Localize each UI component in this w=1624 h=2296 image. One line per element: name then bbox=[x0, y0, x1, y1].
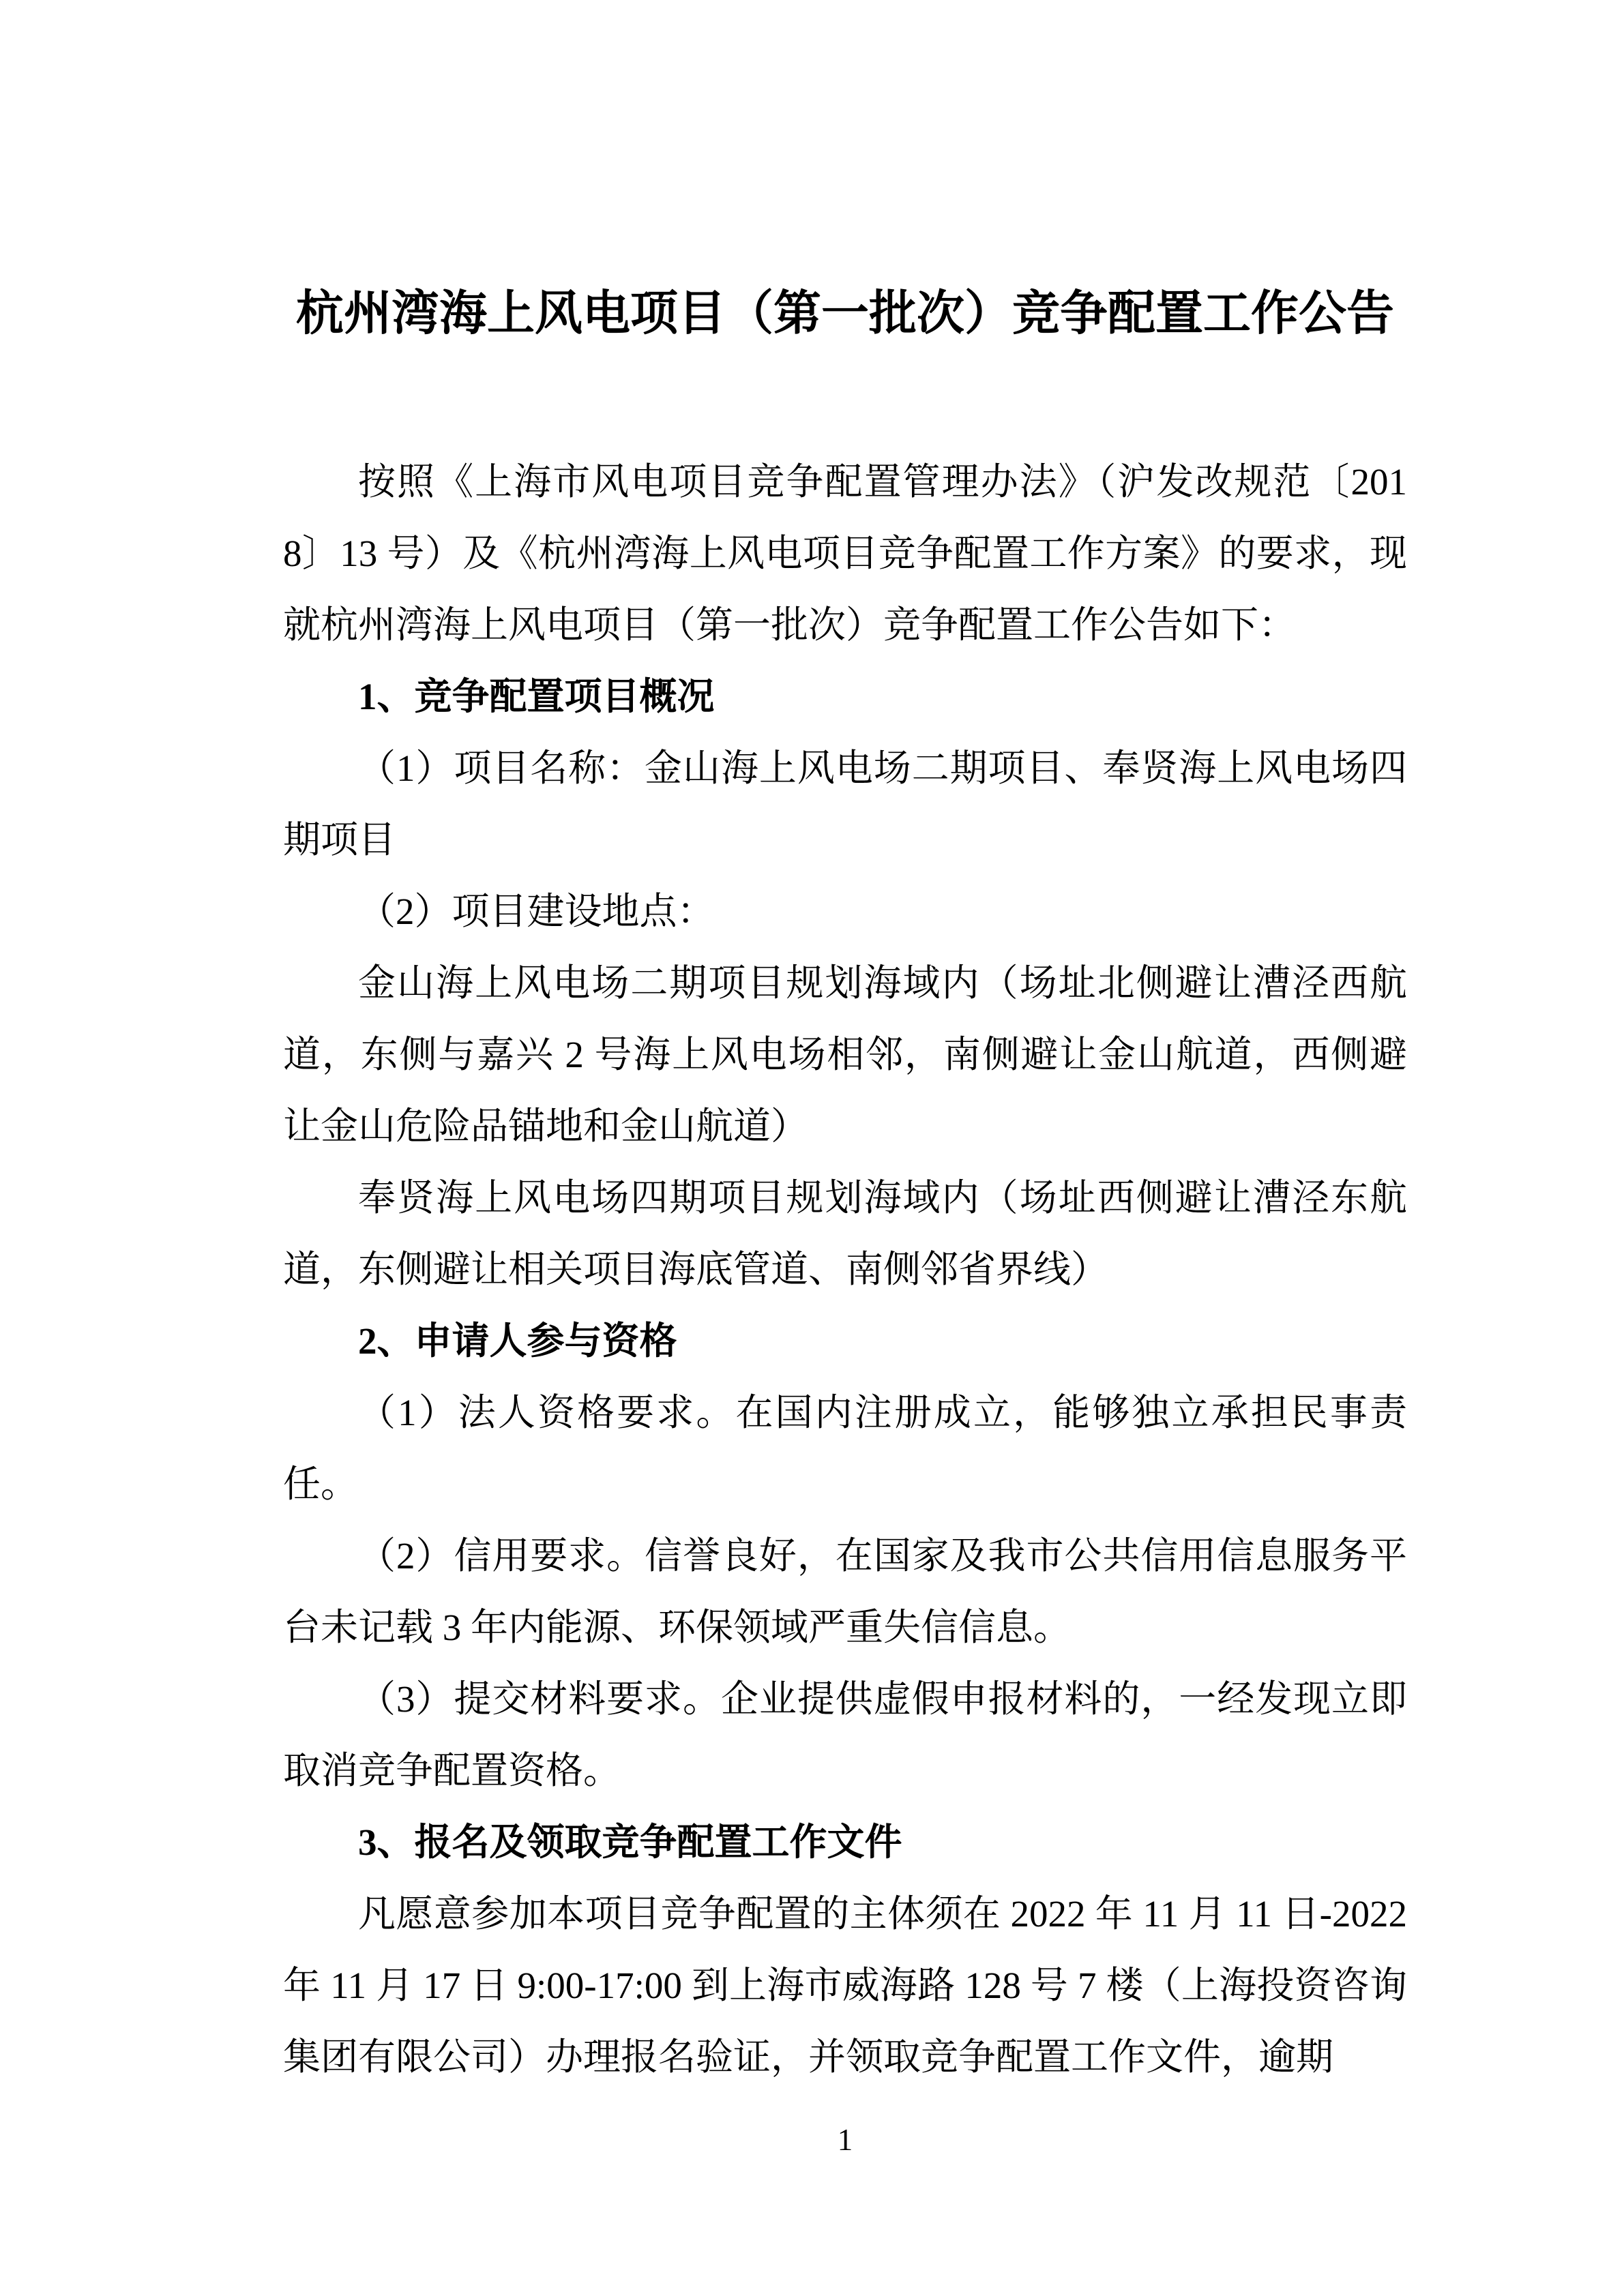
page-number: 1 bbox=[837, 2123, 853, 2157]
paragraph: （3）提交材料要求。企业提供虚假申报材料的，一经发现立即取消竞争配置资格。 bbox=[283, 1678, 1407, 1791]
section-heading: 2、申请人参与资格 bbox=[358, 1320, 677, 1362]
paragraph: （2）信用要求。信誉良好，在国家及我市公共信用信息服务平台未记载 3 年内能源、环保领域严重失信信息。 bbox=[283, 1535, 1407, 1648]
paragraph: （1）法人资格要求。在国内注册成立，能够独立承担民事责任。 bbox=[283, 1392, 1407, 1505]
paragraph: （2）项目建设地点： bbox=[358, 891, 715, 932]
document-title: 杭州湾海上风电项目（第一批次）竞争配置工作公告 bbox=[296, 288, 1394, 340]
section-heading: 3、报名及领取竞争配置工作文件 bbox=[358, 1821, 902, 1863]
paragraph: 凡愿意参加本项目竞争配置的主体须在 2022 年 11 月 11 日-2022 年 11 月 17 日 9:00-17:00 到上海市威海路 128 号 7 楼（上海投资咨询集团有限公司）办理报名验证，并领取竞争配置工作文件，逾期 bbox=[283, 1893, 1408, 2078]
document-body bbox=[283, 446, 1407, 2093]
section-heading: 1、竞争配置项目概况 bbox=[358, 676, 715, 717]
paragraph: 金山海上风电场二期项目规划海域内（场址北侧避让漕泾西航道，东侧与嘉兴 2 号海上风电场相邻，南侧避让金山航道，西侧避让金山危险品锚地和金山航道） bbox=[283, 962, 1407, 1147]
document-content bbox=[283, 286, 1407, 2093]
paragraph: （1）项目名称：金山海上风电场二期项目、奉贤海上风电场四期项目 bbox=[283, 747, 1407, 861]
paragraph: 按照《上海市风电项目竞争配置管理办法》（沪发改规范〔2018〕13 号）及《杭州湾海上风电项目竞争配置工作方案》的要求，现就杭州湾海上风电项目（第一批次）竞争配置工作公告如下： bbox=[283, 461, 1407, 646]
paragraph: 奉贤海上风电场四期项目规划海域内（场址西侧避让漕泾东航道，东侧避让相关项目海底管道、南侧邻省界线） bbox=[283, 1177, 1407, 1290]
